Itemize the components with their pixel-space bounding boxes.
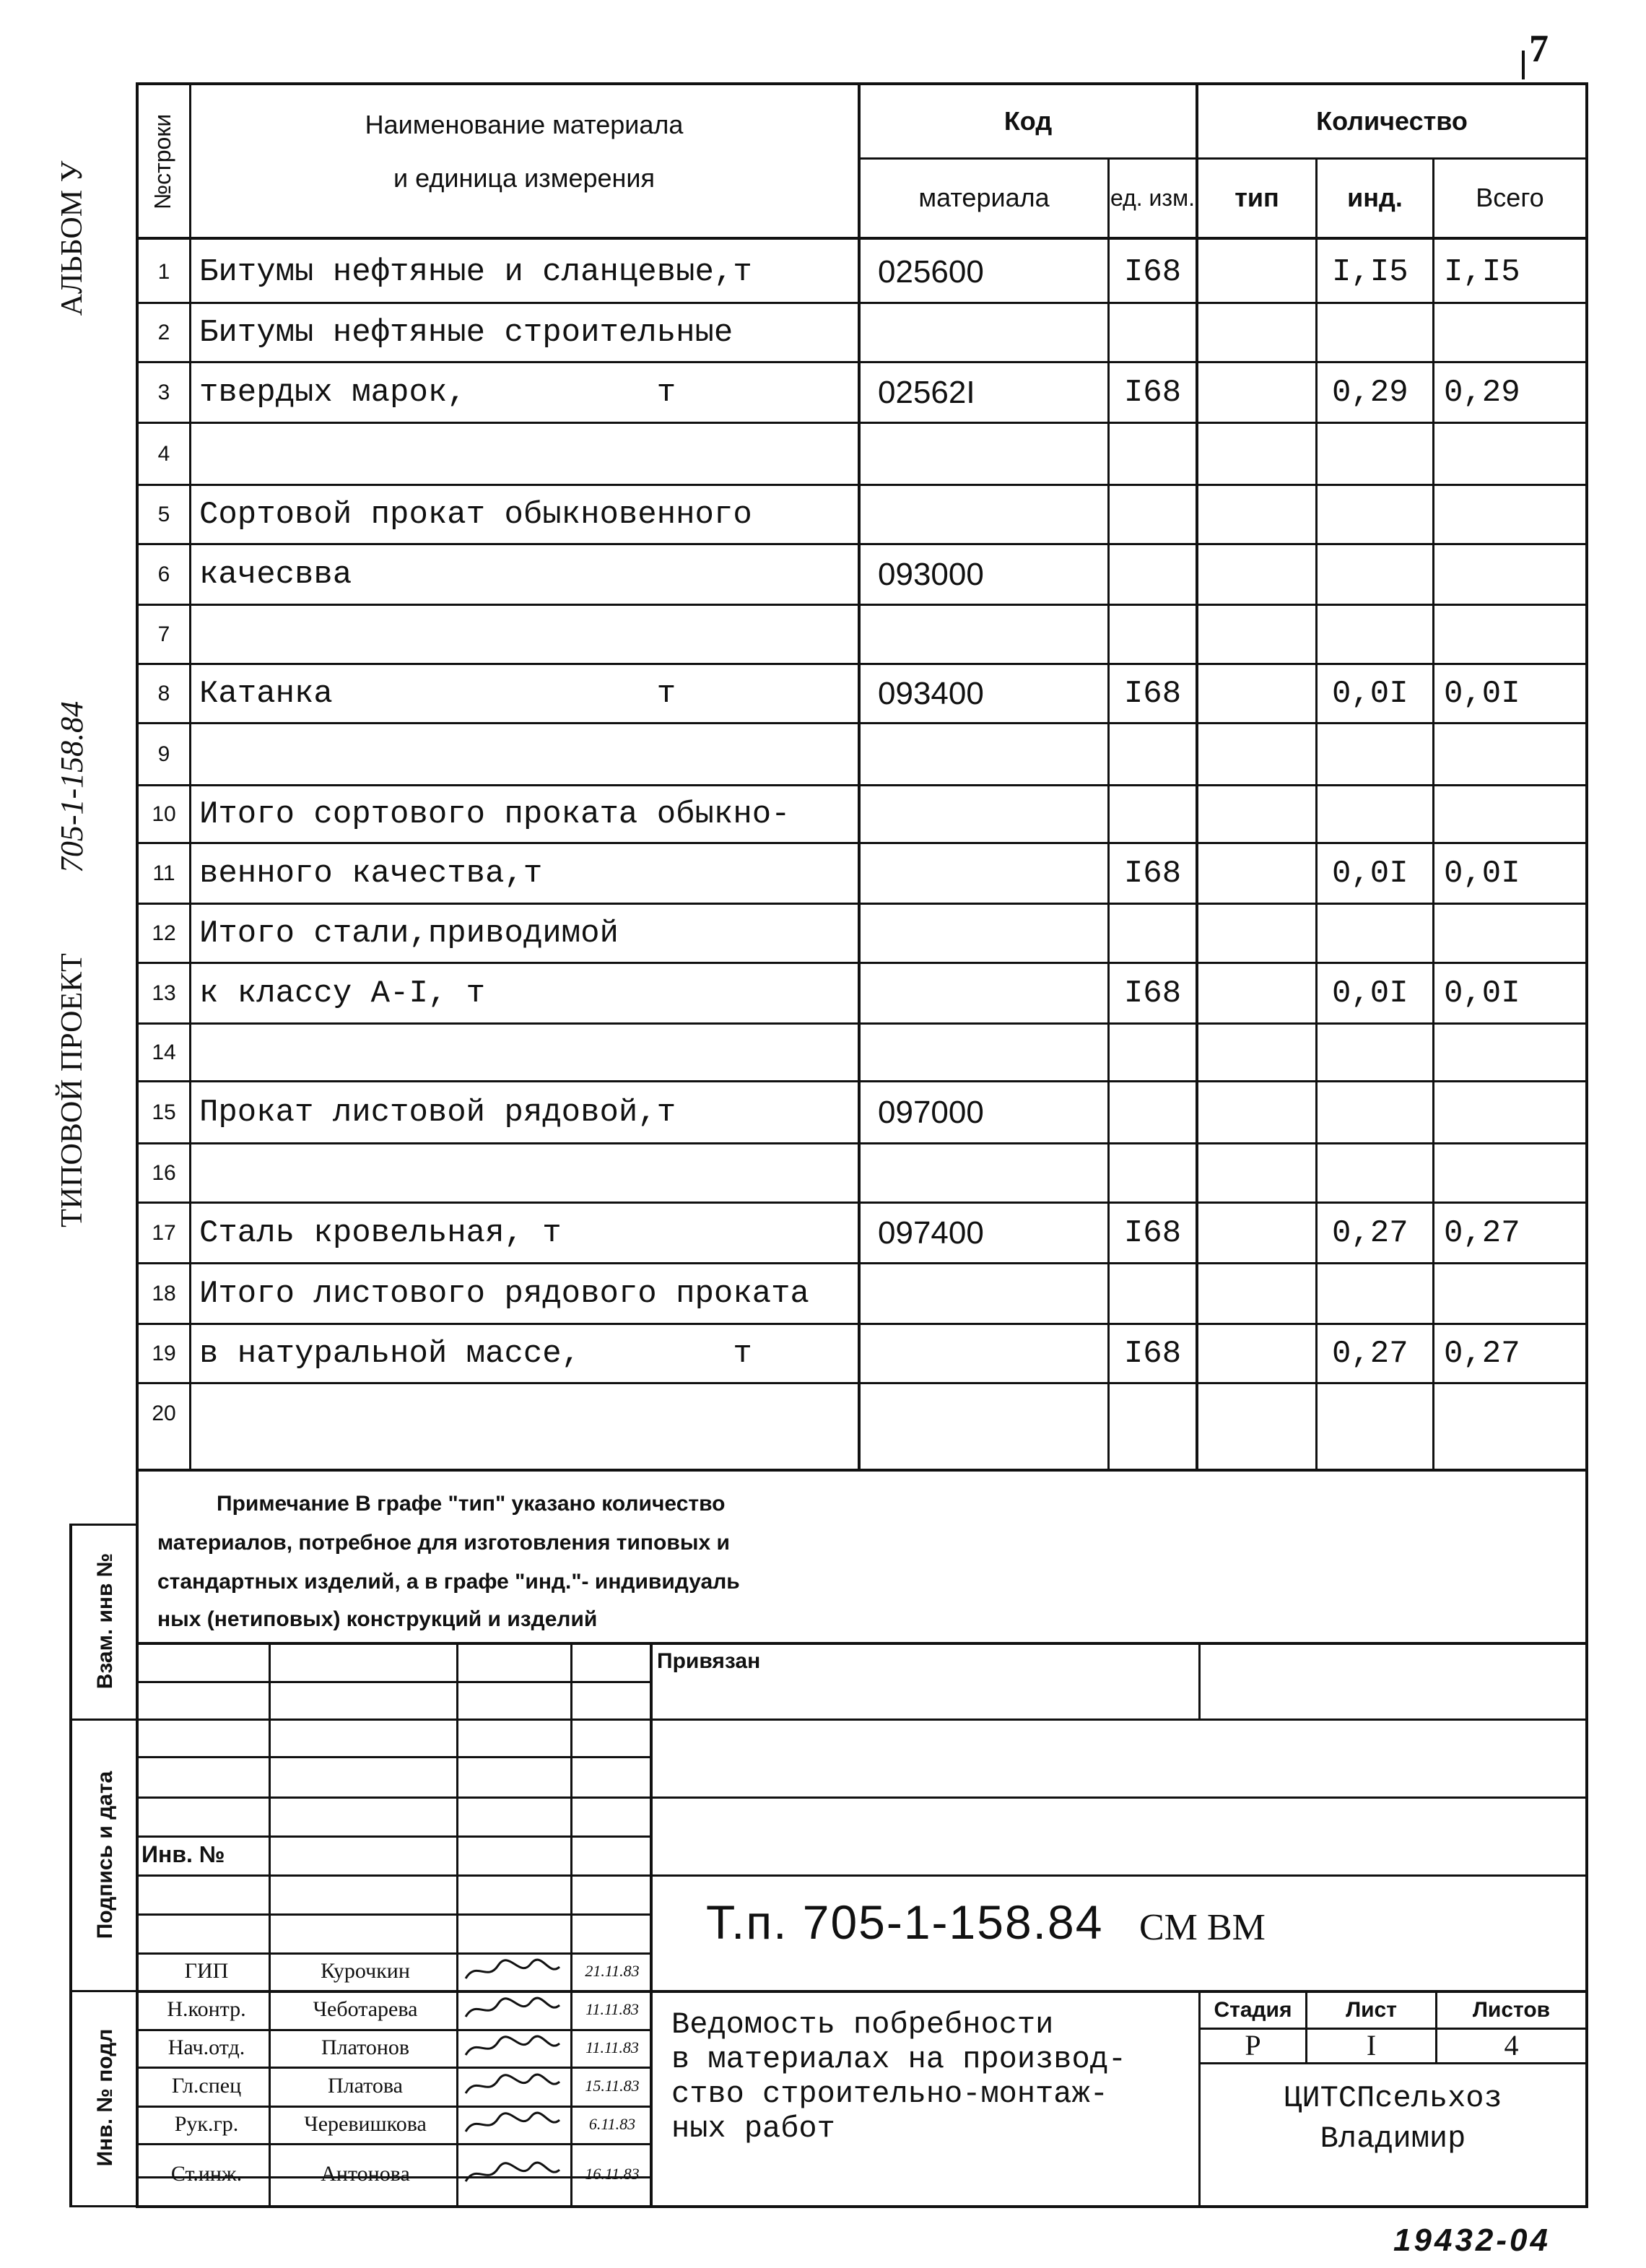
row-number: 2	[157, 321, 170, 344]
row-unit-code: I68	[1123, 254, 1182, 290]
row-type-qty	[1198, 1326, 1315, 1382]
row-unit-code	[1110, 1145, 1196, 1202]
archive-number: 19432-04	[1393, 2223, 1551, 2258]
row-material-code	[878, 305, 1107, 361]
row-unit-code	[1110, 1265, 1196, 1323]
signature-scribble	[462, 2147, 563, 2201]
row-type-qty	[1198, 1204, 1315, 1262]
row-total-qty: 0,27	[1444, 1215, 1520, 1251]
inv-no-label: Инв. №	[141, 1841, 225, 1867]
signature-scribble	[462, 1994, 563, 2025]
row-type-qty	[1198, 787, 1315, 842]
organization-name: ЦИТСПсельхоз	[1284, 2081, 1502, 2116]
row-name-cell: Сортовой прокат обыкновенного	[199, 497, 752, 533]
row-type-qty	[1198, 1145, 1315, 1202]
signer-role: Нач.отд.	[167, 2035, 245, 2059]
row-material-code	[878, 1326, 1107, 1382]
row-ind-qty: 0,0I	[1332, 976, 1408, 1012]
row-unit-code	[1110, 1025, 1196, 1080]
row-ind-qty: 0,29	[1332, 375, 1408, 411]
row-total-qty	[1444, 1083, 1585, 1142]
header-name-line2: и единица измерения	[393, 163, 655, 193]
row-name-cell: Прокат листовой рядовой,т	[199, 1095, 676, 1131]
row-number: 8	[157, 682, 170, 705]
row-type-qty	[1198, 965, 1315, 1022]
row-ind-qty	[1332, 725, 1432, 784]
note-line: Примечание В графе "тип" указано количество	[217, 1492, 726, 1516]
stage-label: Стадия	[1214, 1998, 1292, 2022]
signature-scribble	[462, 1957, 563, 1986]
row-total-qty	[1444, 905, 1585, 962]
row-unit-code	[1110, 787, 1196, 842]
header-ind: инд.	[1347, 183, 1403, 212]
row-ind-qty: 0,27	[1332, 1336, 1408, 1372]
row-unit-code	[1110, 1385, 1196, 1443]
row-material-code	[878, 725, 1107, 784]
row-ind-qty: 0,0I	[1332, 856, 1408, 892]
note-line: материалов, потребное для изготовления типовых и	[157, 1531, 730, 1555]
row-type-qty	[1198, 666, 1315, 722]
row-number: 16	[152, 1161, 176, 1185]
row-type-qty	[1198, 725, 1315, 784]
row-unit-code	[1110, 305, 1196, 361]
signature-scribble	[462, 2033, 563, 2062]
row-number: 13	[152, 981, 176, 1005]
project-code-handwritten: 705-1-158.84	[54, 700, 90, 874]
row-ind-qty	[1332, 487, 1432, 543]
row-material-code	[878, 607, 1107, 663]
document-code: Т.п. 705-1-158.84	[706, 1895, 1104, 1949]
privyazan-label: Привязан	[657, 1649, 761, 1673]
row-number: 17	[152, 1221, 176, 1245]
row-number: 11	[152, 861, 175, 885]
row-name-cell: венного качества,т	[199, 856, 543, 892]
header-quantity: Количество	[1316, 106, 1468, 136]
row-number: 4	[157, 442, 170, 466]
row-unit-code	[1110, 1083, 1196, 1142]
row-ind-qty	[1332, 607, 1432, 663]
row-material-code	[878, 1025, 1107, 1080]
row-type-qty	[1198, 845, 1315, 903]
row-ind-qty	[1332, 1025, 1432, 1080]
header-unit: ед. изм.	[1110, 185, 1195, 211]
row-unit-code: I68	[1123, 976, 1182, 1012]
row-type-qty	[1198, 1025, 1315, 1080]
document-title-line: ство строительно-монтаж-	[671, 2077, 1108, 2111]
signer-date: 6.11.83	[588, 2115, 636, 2133]
header-type: тип	[1234, 183, 1279, 212]
row-ind-qty	[1332, 905, 1432, 962]
row-ind-qty: 0,0I	[1332, 676, 1408, 712]
row-ind-qty	[1332, 305, 1432, 361]
row-unit-code: I68	[1123, 1336, 1182, 1372]
row-material-code	[878, 965, 1107, 1022]
signature-scribble	[462, 2071, 563, 2101]
row-type-qty	[1198, 1385, 1315, 1443]
row-name-cell: Итого листового рядового проката	[199, 1276, 809, 1312]
signer-name: Черевишкова	[304, 2112, 427, 2136]
row-material-code	[878, 425, 1107, 484]
row-name-cell	[199, 425, 858, 484]
row-name-cell: Катанка т	[199, 676, 676, 712]
row-total-qty: 0,0I	[1444, 676, 1520, 712]
signer-name: Антонова	[321, 2162, 410, 2186]
row-name-cell: Битумы нефтяные и сланцевые,т	[199, 254, 752, 290]
signer-date: 11.11.83	[585, 2038, 639, 2056]
page-number: 7	[1529, 27, 1549, 70]
stage-value: Р	[1245, 2028, 1261, 2061]
row-type-qty	[1198, 1265, 1315, 1323]
row-unit-code	[1110, 607, 1196, 663]
row-type-qty	[1198, 425, 1315, 484]
row-type-qty	[1198, 607, 1315, 663]
document-title-line: в материалах на производ-	[671, 2042, 1127, 2077]
row-number: 19	[152, 1342, 176, 1365]
header-row-number: №строки	[149, 113, 175, 210]
row-name-cell	[199, 607, 858, 663]
row-number: 5	[157, 503, 170, 526]
row-material-code	[878, 487, 1107, 543]
sheet-value: I	[1366, 2028, 1377, 2061]
row-unit-code: I68	[1123, 1215, 1182, 1251]
header-total: Всего	[1476, 183, 1544, 212]
row-number: 20	[152, 1402, 176, 1425]
row-material-code	[878, 787, 1107, 842]
row-name-cell: качесвва	[199, 557, 352, 593]
row-name-cell: Итого стали,приводимой	[199, 916, 619, 952]
row-unit-code: I68	[1123, 856, 1182, 892]
row-material-code	[878, 905, 1107, 962]
row-material-code: 097000	[878, 1095, 984, 1130]
row-type-qty	[1198, 1083, 1315, 1142]
row-name-cell	[199, 1025, 858, 1080]
row-material-code	[878, 1145, 1107, 1202]
header-code: Код	[1003, 106, 1053, 136]
row-name-cell: в натуральной массе, т	[199, 1336, 752, 1372]
signer-name: Платова	[328, 2074, 403, 2098]
row-name-cell: Битумы нефтяные строительные	[199, 315, 733, 351]
row-ind-qty	[1332, 1385, 1432, 1443]
header-material: материала	[918, 183, 1050, 212]
signer-name: Платонов	[321, 2035, 410, 2059]
row-total-qty: 0,0I	[1444, 976, 1520, 1012]
row-material-code	[878, 1385, 1107, 1443]
row-material-code: 097400	[878, 1215, 984, 1251]
row-total-qty	[1444, 1265, 1585, 1323]
organization-city: Владимир	[1320, 2121, 1466, 2156]
row-ind-qty	[1332, 1145, 1432, 1202]
row-unit-code	[1110, 487, 1196, 543]
signer-role: Ст.инж.	[170, 2162, 243, 2186]
row-number: 18	[152, 1282, 176, 1305]
row-ind-qty: I,I5	[1332, 254, 1408, 290]
header-name-line1: Наименование материала	[365, 110, 684, 139]
row-type-qty	[1198, 243, 1315, 302]
row-name-cell: к классу А-I, т	[199, 976, 486, 1012]
row-name-cell: Сталь кровельная, т	[199, 1215, 562, 1251]
signer-role: Рук.гр.	[174, 2112, 239, 2136]
signer-role: Н.контр.	[167, 1997, 246, 2021]
row-ind-qty	[1332, 1265, 1432, 1323]
row-total-qty: I,I5	[1444, 254, 1520, 290]
row-unit-code: I68	[1123, 375, 1182, 411]
sheet-label: Лист	[1346, 1998, 1397, 2022]
row-ind-qty	[1332, 425, 1432, 484]
row-name-cell	[199, 1145, 858, 1202]
row-number: 9	[157, 742, 170, 766]
note-line: стандартных изделий, а в графе "инд."- индивидуаль	[157, 1570, 740, 1594]
row-total-qty: 0,29	[1444, 375, 1520, 411]
row-number: 10	[152, 802, 176, 826]
row-number: 1	[157, 260, 170, 284]
sheets-label: Листов	[1472, 1998, 1551, 2022]
signer-date: 16.11.83	[585, 2165, 640, 2183]
signer-date: 21.11.83	[585, 1962, 640, 1980]
row-type-qty	[1198, 487, 1315, 543]
row-material-code	[878, 845, 1107, 903]
row-number: 12	[152, 921, 176, 945]
sheets-value: 4	[1504, 2028, 1519, 2061]
signer-name: Курочкин	[321, 1959, 410, 1983]
row-material-code: 093000	[878, 557, 984, 592]
row-total-qty	[1444, 546, 1585, 604]
row-unit-code	[1110, 425, 1196, 484]
row-number: 14	[152, 1040, 176, 1064]
row-total-qty: 0,0I	[1444, 856, 1520, 892]
side-label-vzam: Взам. инв №	[93, 1552, 117, 1690]
signer-name: Чеботарева	[313, 1997, 418, 2021]
signer-date: 11.11.83	[585, 2000, 639, 2018]
row-number: 6	[157, 562, 170, 586]
row-total-qty	[1444, 305, 1585, 361]
row-type-qty	[1198, 905, 1315, 962]
row-type-qty	[1198, 305, 1315, 361]
row-name-cell	[199, 725, 858, 784]
row-total-qty	[1444, 607, 1585, 663]
signer-date: 15.11.83	[585, 2077, 640, 2095]
document-suffix: СМ ВМ	[1139, 1907, 1266, 1948]
page-number-tick	[1522, 51, 1525, 79]
row-material-code	[878, 1265, 1107, 1323]
row-type-qty	[1198, 364, 1315, 422]
row-ind-qty: 0,27	[1332, 1215, 1408, 1251]
row-type-qty	[1198, 546, 1315, 604]
project-label: ТИПОВОЙ ПРОЕКТ	[56, 953, 89, 1228]
row-total-qty	[1444, 1385, 1585, 1443]
row-total-qty	[1444, 487, 1585, 543]
row-number: 3	[157, 381, 170, 404]
row-total-qty	[1444, 1145, 1585, 1202]
row-unit-code: I68	[1123, 676, 1182, 712]
signer-role: ГИП	[184, 1959, 229, 1983]
row-ind-qty	[1332, 787, 1432, 842]
row-material-code: 025600	[878, 254, 984, 290]
side-label-inv-podl: Инв. № подл	[93, 2028, 117, 2167]
row-material-code: 093400	[878, 676, 984, 711]
row-unit-code	[1110, 546, 1196, 604]
row-total-qty	[1444, 425, 1585, 484]
signature-scribble	[462, 2110, 563, 2139]
signer-role: Гл.спец	[171, 2074, 242, 2098]
row-name-cell	[199, 1385, 858, 1443]
row-name-cell: твердых марок, т	[199, 375, 676, 411]
row-ind-qty	[1332, 546, 1432, 604]
note-line: ных (нетиповых) конструкций и изделий	[157, 1607, 598, 1631]
row-unit-code	[1110, 725, 1196, 784]
row-name-cell: Итого сортового проката обыкно-	[199, 796, 791, 833]
document-title-line: Ведомость пoбребности	[671, 2007, 1054, 2042]
document-title-line: ных работ	[671, 2111, 835, 2146]
row-total-qty: 0,27	[1444, 1336, 1520, 1372]
row-number: 15	[152, 1100, 176, 1124]
album-label: АЛЬБОМ У	[56, 160, 89, 316]
row-ind-qty	[1332, 1083, 1432, 1142]
row-unit-code	[1110, 905, 1196, 962]
row-material-code: 02562I	[878, 375, 975, 410]
side-label-podpis: Подпись и дата	[93, 1770, 117, 1939]
row-total-qty	[1444, 1025, 1585, 1080]
row-total-qty	[1444, 787, 1585, 842]
row-number: 7	[157, 622, 170, 646]
row-total-qty	[1444, 725, 1585, 784]
